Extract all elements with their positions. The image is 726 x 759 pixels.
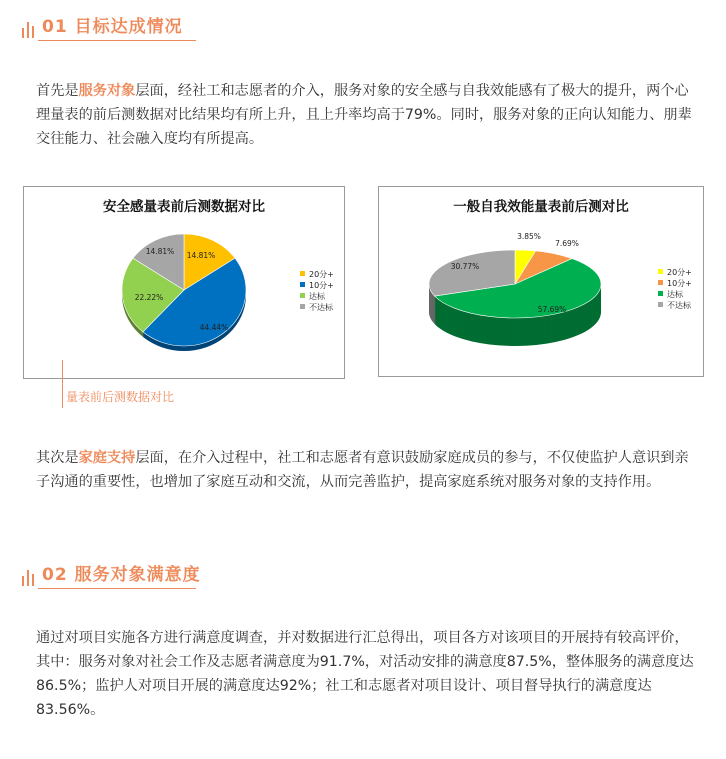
pie-data-label: 22.22% xyxy=(134,293,164,302)
pie-data-label: 57.69% xyxy=(537,305,567,314)
heading-bars-icon xyxy=(22,570,34,586)
pie-chart-svg xyxy=(24,187,344,378)
paragraph-family-support xyxy=(36,446,696,494)
heading-underline xyxy=(38,40,196,41)
legend-swatch xyxy=(658,302,663,307)
heading-bars-icon xyxy=(22,22,34,38)
section-title-2: 02 服务对象满意度 xyxy=(42,565,201,585)
legend-swatch xyxy=(300,282,305,287)
chart-title: 安全感量表前后测数据对比 xyxy=(103,199,265,215)
section-title-1: 01 目标达成情况 xyxy=(42,17,183,37)
para2-prefix: 其次是 xyxy=(36,450,79,466)
legend-item: 20分+ xyxy=(658,267,692,278)
pie-chart-svg xyxy=(379,187,703,376)
caption-line xyxy=(62,360,63,408)
section-heading-1 xyxy=(22,8,196,42)
para2-highlight: 家庭支持 xyxy=(78,450,136,466)
chart-legend xyxy=(658,267,692,311)
figure-caption: 量表前后测数据对比 xyxy=(66,390,175,404)
chart-legend xyxy=(300,269,334,313)
legend-swatch xyxy=(300,293,305,298)
paragraph-service-target xyxy=(36,79,696,151)
legend-swatch xyxy=(300,271,305,276)
pie-data-label: 3.85% xyxy=(517,232,541,241)
legend-swatch xyxy=(658,269,663,274)
pie-data-label: 14.81% xyxy=(145,247,175,256)
legend-swatch xyxy=(658,280,663,285)
legend-item: 10分+ xyxy=(658,278,692,289)
section-heading-2 xyxy=(22,556,201,590)
chart-title: 一般自我效能量表前后测对比 xyxy=(453,199,629,215)
legend-item: 达标 xyxy=(300,291,334,302)
legend-swatch xyxy=(300,304,305,309)
heading-underline xyxy=(38,588,196,589)
pie-data-label: 14.81% xyxy=(186,251,216,260)
pie-data-label: 30.77% xyxy=(450,262,480,271)
para2-text: 层面，在介入过程中，社工和志愿者有意识鼓励家庭成员的参与，不仅使监护人意识到亲子沟通的重要性，也增加了家庭互动和交流，从而完善监护，提高家庭系统对服务对象的支持作用。 xyxy=(36,450,689,490)
para1-highlight: 服务对象 xyxy=(78,83,136,99)
legend-item: 10分+ xyxy=(300,280,334,291)
pie-data-label: 44.44% xyxy=(199,323,229,332)
para1-text: 层面，经社工和志愿者的介入，服务对象的安全感与自我效能感有了极大的提升，两个心理量表的前后测数据对比结果均有所上升，且上升率均高于79%。同时，服务对象的正向认知能力、朋辈交往能力、社会融入度均有所提高。 xyxy=(36,83,692,147)
pie-data-label: 7.69% xyxy=(555,239,579,248)
chart-self-efficacy-scale xyxy=(378,186,704,377)
legend-swatch xyxy=(658,291,663,296)
legend-item: 达标 xyxy=(658,289,692,300)
para1-prefix: 首先是 xyxy=(36,83,79,99)
legend-item: 20分+ xyxy=(300,269,334,280)
chart-security-scale xyxy=(23,186,345,379)
paragraph-satisfaction xyxy=(36,626,696,722)
legend-item: 不达标 xyxy=(658,300,692,311)
legend-item: 不达标 xyxy=(300,302,334,313)
para3-text: 通过对项目实施各方进行满意度调查，并对数据进行汇总得出，项目各方对该项目的开展持有较高评价，其中：服务对象对社会工作及志愿者满意度为91.7%，对活动安排的满意度87.5%，整体服务的满意度达86.5%；监护人对项目开展的满意度达92%；社工和志愿者对项目设计、项目督导执行的满意度达83.56%。 xyxy=(36,630,694,718)
